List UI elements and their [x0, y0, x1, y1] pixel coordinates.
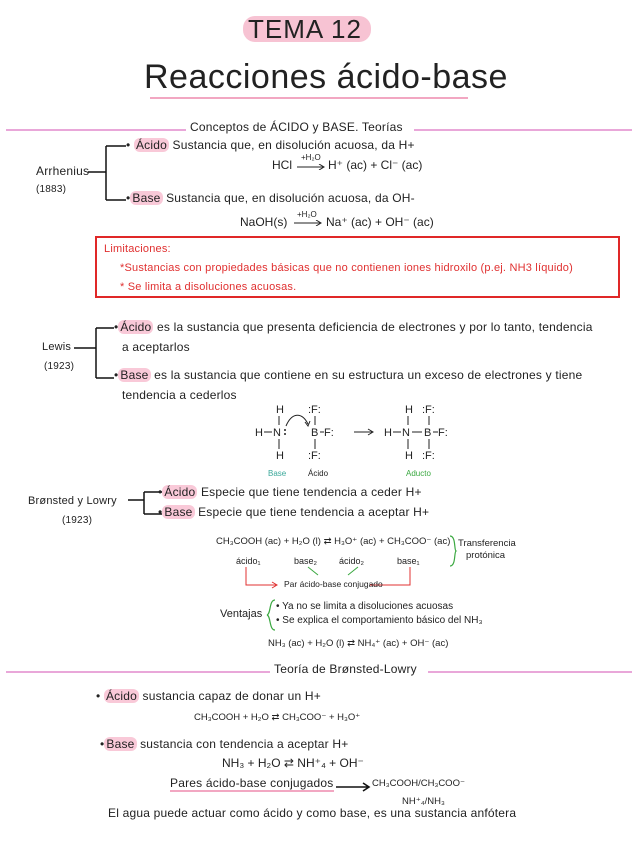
bronsted-base: • Base Especie que tiene tendencia a aceptar H+: [158, 505, 430, 519]
page-title: Reacciones ácido-base: [144, 58, 508, 96]
section2-base-text: sustancia con tendencia a aceptar H+: [136, 737, 349, 751]
bronsted-base-text: Especie que tiene tendencia a aceptar H+: [194, 505, 430, 519]
pairs-label-text: Pares ácido-base conjugados: [170, 776, 334, 790]
limitations-item-2: * Se limita a disoluciones acuosas.: [120, 281, 297, 293]
pairs-line2: NH⁺₄/NH₃: [402, 796, 445, 807]
lewis-acid-text: es la sustancia que presenta deficiencia de electrones y por lo tanto, tendencia: [153, 320, 593, 334]
svg-text:B: B: [424, 427, 432, 439]
lewis-acid-text2: a aceptarlos: [122, 340, 190, 354]
bronsted-year: (1923): [62, 515, 93, 526]
section2-acid-equation: CH₃COOH + H₂O ⇄ CH₃COO⁻ + H₃O⁺: [194, 712, 361, 723]
bronsted-acid-text: Especie que tiene tendencia a ceder H+: [197, 485, 422, 499]
arrhenius-acid-text: Sustancia que, en disolución acuosa, da H+: [168, 138, 415, 152]
pairs-label: [170, 776, 334, 790]
section2-acid-text: sustancia capaz de donar un H+: [138, 689, 321, 703]
section2-line-left: [6, 671, 270, 673]
arrhenius-base-text: Sustancia que, en disolución acuosa, da OH-: [162, 191, 415, 205]
arrhenius-acid-eq-right: H⁺ (ac) + Cl⁻ (ac): [328, 158, 423, 172]
lewis-caption-base: Base: [268, 469, 287, 478]
section1-line-right: [414, 129, 632, 131]
arrhenius-acid: • Ácido Sustancia que, en disolución acuosa, da H+: [126, 138, 415, 152]
title-underline: [150, 97, 468, 99]
svg-text::F:: :F:: [308, 404, 321, 416]
lewis-acid: • Ácido es la sustancia que presenta deficiencia de electrones y por lo tanto, tendencia: [114, 320, 593, 334]
section2-line-right: [428, 671, 632, 673]
svg-text:H: H: [405, 450, 413, 462]
svg-text:H: H: [276, 450, 284, 462]
svg-text:N: N: [273, 427, 281, 439]
arrhenius-year: (1883): [36, 184, 67, 195]
section2-base-equation: NH₃ + H₂O ⇄ NH⁺₄ + OH⁻: [222, 756, 364, 770]
arrhenius-base-label: Base: [132, 191, 161, 205]
section1-heading: Conceptos de ÁCIDO y BASE. Teorías: [190, 120, 403, 134]
bronsted-label-acid1: ácido₁: [236, 556, 261, 566]
lewis-caption-acid: Ácido: [308, 469, 329, 478]
section2-acid-bullet: •: [96, 689, 104, 703]
svg-text:N: N: [402, 427, 410, 439]
advantage-2: • Se explica el comportamiento básico del NH₃: [276, 615, 483, 626]
bronsted-label-base2: base₂: [294, 556, 318, 566]
svg-text::F:: :F:: [422, 404, 435, 416]
lewis-structure-diagram: [250, 400, 470, 472]
svg-text:H: H: [405, 404, 413, 416]
tema-heading: TEMA 12: [248, 14, 362, 44]
svg-text:H: H: [255, 427, 263, 439]
section2-acid: [96, 689, 321, 703]
svg-text:H: H: [384, 427, 392, 439]
arrhenius-acid-arrow: [297, 164, 327, 170]
section2-base-label: Base: [106, 737, 135, 751]
arrhenius-acid-eq-arrow-label: +H₂O: [301, 153, 321, 162]
lewis-acid-label: Ácido: [120, 320, 152, 334]
arrhenius-bracket: [88, 140, 128, 206]
bronsted-pair-label: Par ácido-base conjugado: [284, 579, 383, 589]
nh3-equation: NH₃ (ac) + H₂O (l) ⇄ NH₄⁺ (ac) + OH⁻ (ac): [268, 638, 449, 649]
bronsted-acid: • Ácido Especie que tiene tendencia a ceder H+: [158, 485, 422, 499]
section1-line-left: [6, 129, 186, 131]
svg-text:F:: F:: [438, 427, 448, 439]
bronsted-transfer2: protónica: [466, 550, 506, 561]
section2-base: • Base sustancia con tendencia a aceptar H+: [100, 737, 349, 751]
arrhenius-base: • Base Sustancia que, en disolución acuosa, da OH-: [126, 191, 415, 205]
bronsted-transfer: Transferencia: [458, 538, 516, 549]
lewis-base-text2: tendencia a cederlos: [122, 388, 237, 402]
transfer-brace: [448, 534, 458, 568]
lewis-base-text: es la sustancia que contiene en su estructura un exceso de electrones y tiene: [150, 368, 583, 382]
pairs-arrow: [336, 782, 372, 792]
arrhenius-name: Arrhenius: [36, 164, 90, 178]
bronsted-reaction: CH₃COOH (ac) + H₂O (l) ⇄ H₃O⁺ (ac) + CH₃COO⁻ (ac): [216, 536, 451, 547]
bronsted-base-label: Base: [164, 505, 193, 519]
bronsted-name: Brønsted y Lowry: [28, 495, 117, 507]
lewis-year: (1923): [44, 361, 75, 372]
svg-text:F:: F:: [324, 427, 334, 439]
lewis-base-label: Base: [120, 368, 149, 382]
svg-text:H: H: [276, 404, 284, 416]
arrhenius-base-eq-right: Na⁺ (ac) + OH⁻ (ac): [326, 215, 434, 229]
svg-text::F:: :F:: [308, 450, 321, 462]
arrhenius-base-arrow: [294, 220, 324, 226]
water-statement: El agua puede actuar como ácido y como base, es una sustancia anfótera: [108, 806, 517, 820]
svg-text::F:: :F:: [422, 450, 435, 462]
section2-heading: Teoría de Brønsted-Lowry: [274, 662, 417, 676]
advantages-label: Ventajas: [220, 608, 263, 620]
lewis-bracket: [74, 322, 116, 382]
bronsted-label-base1: base₁: [397, 556, 420, 566]
arrhenius-base-eq-left: NaOH(s): [240, 215, 288, 229]
limitations-item-1: *Sustancias con propiedades básicas que no contienen iones hidroxilo (p.ej. NH3 líquido): [120, 262, 573, 274]
advantage-1: • Ya no se limita a disoluciones acuosas: [276, 601, 454, 612]
arrhenius-acid-eq-left: HCl: [272, 158, 292, 172]
bronsted-label-acid2: ácido₂: [339, 556, 365, 566]
lewis-caption-adduct: Aducto: [406, 469, 431, 478]
svg-text:B: B: [311, 427, 319, 439]
arrhenius-acid-label: Ácido: [135, 138, 167, 152]
section2-acid-label: Ácido: [105, 689, 137, 703]
pairs-line1: CH₃COOH/CH₃COO⁻: [372, 778, 465, 789]
bronsted-acid-label: Ácido: [164, 485, 196, 499]
limitations-title: Limitaciones:: [104, 243, 171, 255]
arrhenius-base-eq-arrow-label: +H₂O: [297, 210, 317, 219]
lewis-name: Lewis: [42, 341, 72, 353]
lewis-base: • Base es la sustancia que contiene en su estructura un exceso de electrones y tiene: [114, 368, 583, 382]
